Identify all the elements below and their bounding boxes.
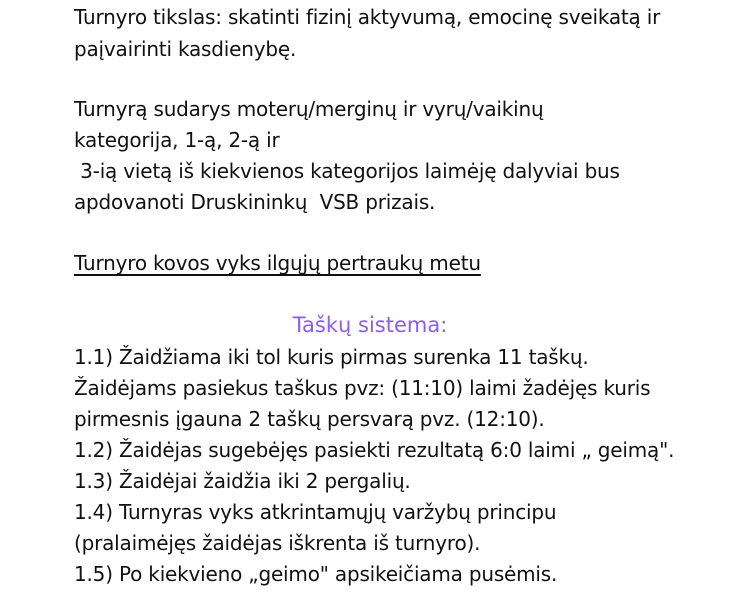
rule-line: 1.1) Žaidžiama iki tol kuris pirmas surenka 11 taškų.: [74, 345, 589, 369]
rule-line: 1.2) Žaidėjas sugebėjęs pasiekti rezultatą 6:0 laimi „ geimą".: [74, 438, 675, 462]
goal-line-1: Turnyro tikslas: skatinti fizinį aktyvumą, emocinę sveikatą ir: [74, 5, 661, 29]
rule-line: 1.3) Žaidėjai žaidžia iki 2 pergalių.: [74, 469, 411, 493]
rule-line: (pralaimėjęs žaidėjas iškrenta iš turnyro).: [74, 531, 481, 555]
rule-line: 1.5) Po kiekvieno „geimo" apsikeičiama pusėmis.: [74, 562, 558, 586]
goal-line-2: paįvairinti kasdienybę.: [74, 37, 297, 61]
categories-line-1: Turnyrą sudarys moterų/merginų ir vyrų/vaikinų: [74, 97, 544, 121]
categories-line-4: apdovanoti Druskininkų VSB prizais.: [74, 190, 436, 214]
rule-line: Žaidėjams pasiekus taškus pvz: (11:10) laimi žadėjęs kuris: [74, 376, 651, 400]
categories-line-3: 3-ią vietą iš kiekvienos kategorijos laimėję dalyviai bus: [74, 159, 620, 183]
categories-line-2: kategorija, 1-ą, 2-ą ir: [74, 128, 280, 152]
rule-line: pirmesnis įgauna 2 taškų persvarą pvz. (12:10).: [74, 407, 545, 431]
points-system-heading: Taškų sistema:: [292, 313, 448, 337]
schedule-note: Turnyro kovos vyks ilgųjų pertraukų metu: [74, 251, 481, 275]
rule-line: 1.4) Turnyras vyks atkrintamųjų varžybų principu: [74, 500, 557, 524]
